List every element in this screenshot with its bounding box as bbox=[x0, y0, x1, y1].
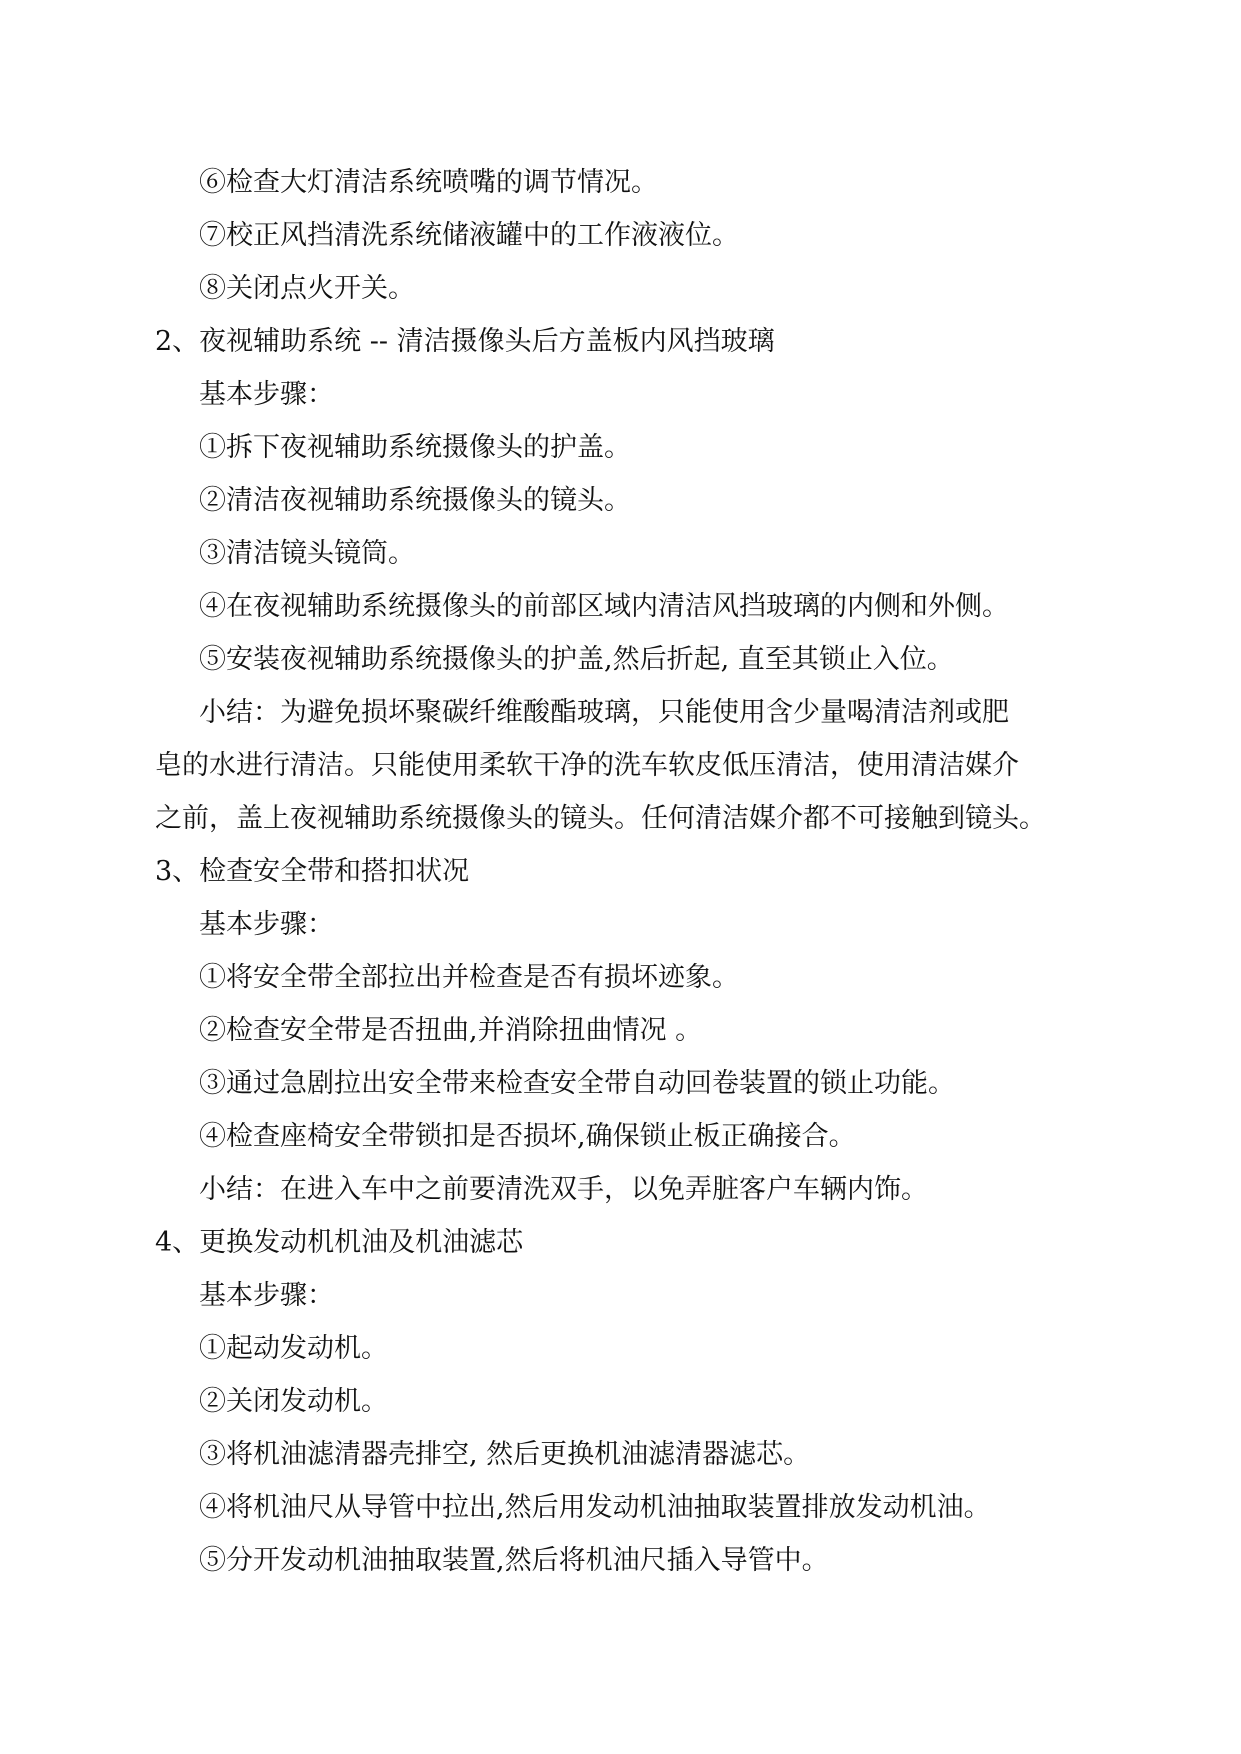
step-item: ①将安全带全部拉出并检查是否有损坏迹象。 bbox=[199, 962, 739, 993]
step-item: ③清洁镜头镜筒。 bbox=[199, 538, 415, 569]
steps-label: 基本步骤： bbox=[199, 379, 334, 410]
step-item: ⑧关闭点火开关。 bbox=[199, 273, 415, 304]
step-item: ⑤安装夜视辅助系统摄像头的护盖,然后折起, 直至其锁止入位。 bbox=[199, 644, 954, 675]
step-item: ④在夜视辅助系统摄像头的前部区域内清洁风挡玻璃的内侧和外侧。 bbox=[199, 591, 1009, 622]
step-item: ⑥检查大灯清洁系统喷嘴的调节情况。 bbox=[199, 167, 658, 198]
section-heading-oil-change: 4、更换发动机机油及机油滤芯 bbox=[155, 1227, 524, 1258]
summary-line: 之前，盖上夜视辅助系统摄像头的镜头。任何清洁媒介都不可接触到镜头。 bbox=[155, 803, 1046, 834]
step-item: ③通过急剧拉出安全带来检查安全带自动回卷装置的锁止功能。 bbox=[199, 1068, 955, 1099]
step-item: ④将机油尺从导管中拉出,然后用发动机油抽取装置排放发动机油。 bbox=[199, 1492, 991, 1523]
step-item: ②检查安全带是否扭曲,并消除扭曲情况 。 bbox=[199, 1015, 703, 1046]
document-body bbox=[155, 156, 1095, 1587]
section-heading-seatbelt: 3、检查安全带和搭扣状况 bbox=[155, 856, 470, 887]
section-heading-night-vision: 2、夜视辅助系统 -- 清洁摄像头后方盖板内风挡玻璃 bbox=[155, 326, 775, 357]
step-item: ③将机油滤清器壳排空, 然后更换机油滤清器滤芯。 bbox=[199, 1439, 811, 1470]
steps-label: 基本步骤： bbox=[199, 909, 334, 940]
summary-line: 小结：在进入车中之前要清洗双手，以免弄脏客户车辆内饰。 bbox=[199, 1174, 928, 1205]
summary-line: 小结：为避免损坏聚碳纤维酸酯玻璃，只能使用含少量喝清洁剂或肥 bbox=[199, 697, 1009, 728]
step-item: ②关闭发动机。 bbox=[199, 1386, 388, 1417]
step-item: ④检查座椅安全带锁扣是否损坏,确保锁止板正确接合。 bbox=[199, 1121, 856, 1152]
step-item: ⑦校正风挡清洗系统储液罐中的工作液液位。 bbox=[199, 220, 739, 251]
step-item: ①起动发动机。 bbox=[199, 1333, 388, 1364]
step-item: ②清洁夜视辅助系统摄像头的镜头。 bbox=[199, 485, 631, 516]
steps-label: 基本步骤： bbox=[199, 1280, 334, 1311]
step-item: ⑤分开发动机油抽取装置,然后将机油尺插入导管中。 bbox=[199, 1545, 829, 1576]
summary-line: 皂的水进行清洁。只能使用柔软干净的洗车软皮低压清洁，使用清洁媒介 bbox=[155, 750, 1019, 781]
step-item: ①拆下夜视辅助系统摄像头的护盖。 bbox=[199, 432, 631, 463]
